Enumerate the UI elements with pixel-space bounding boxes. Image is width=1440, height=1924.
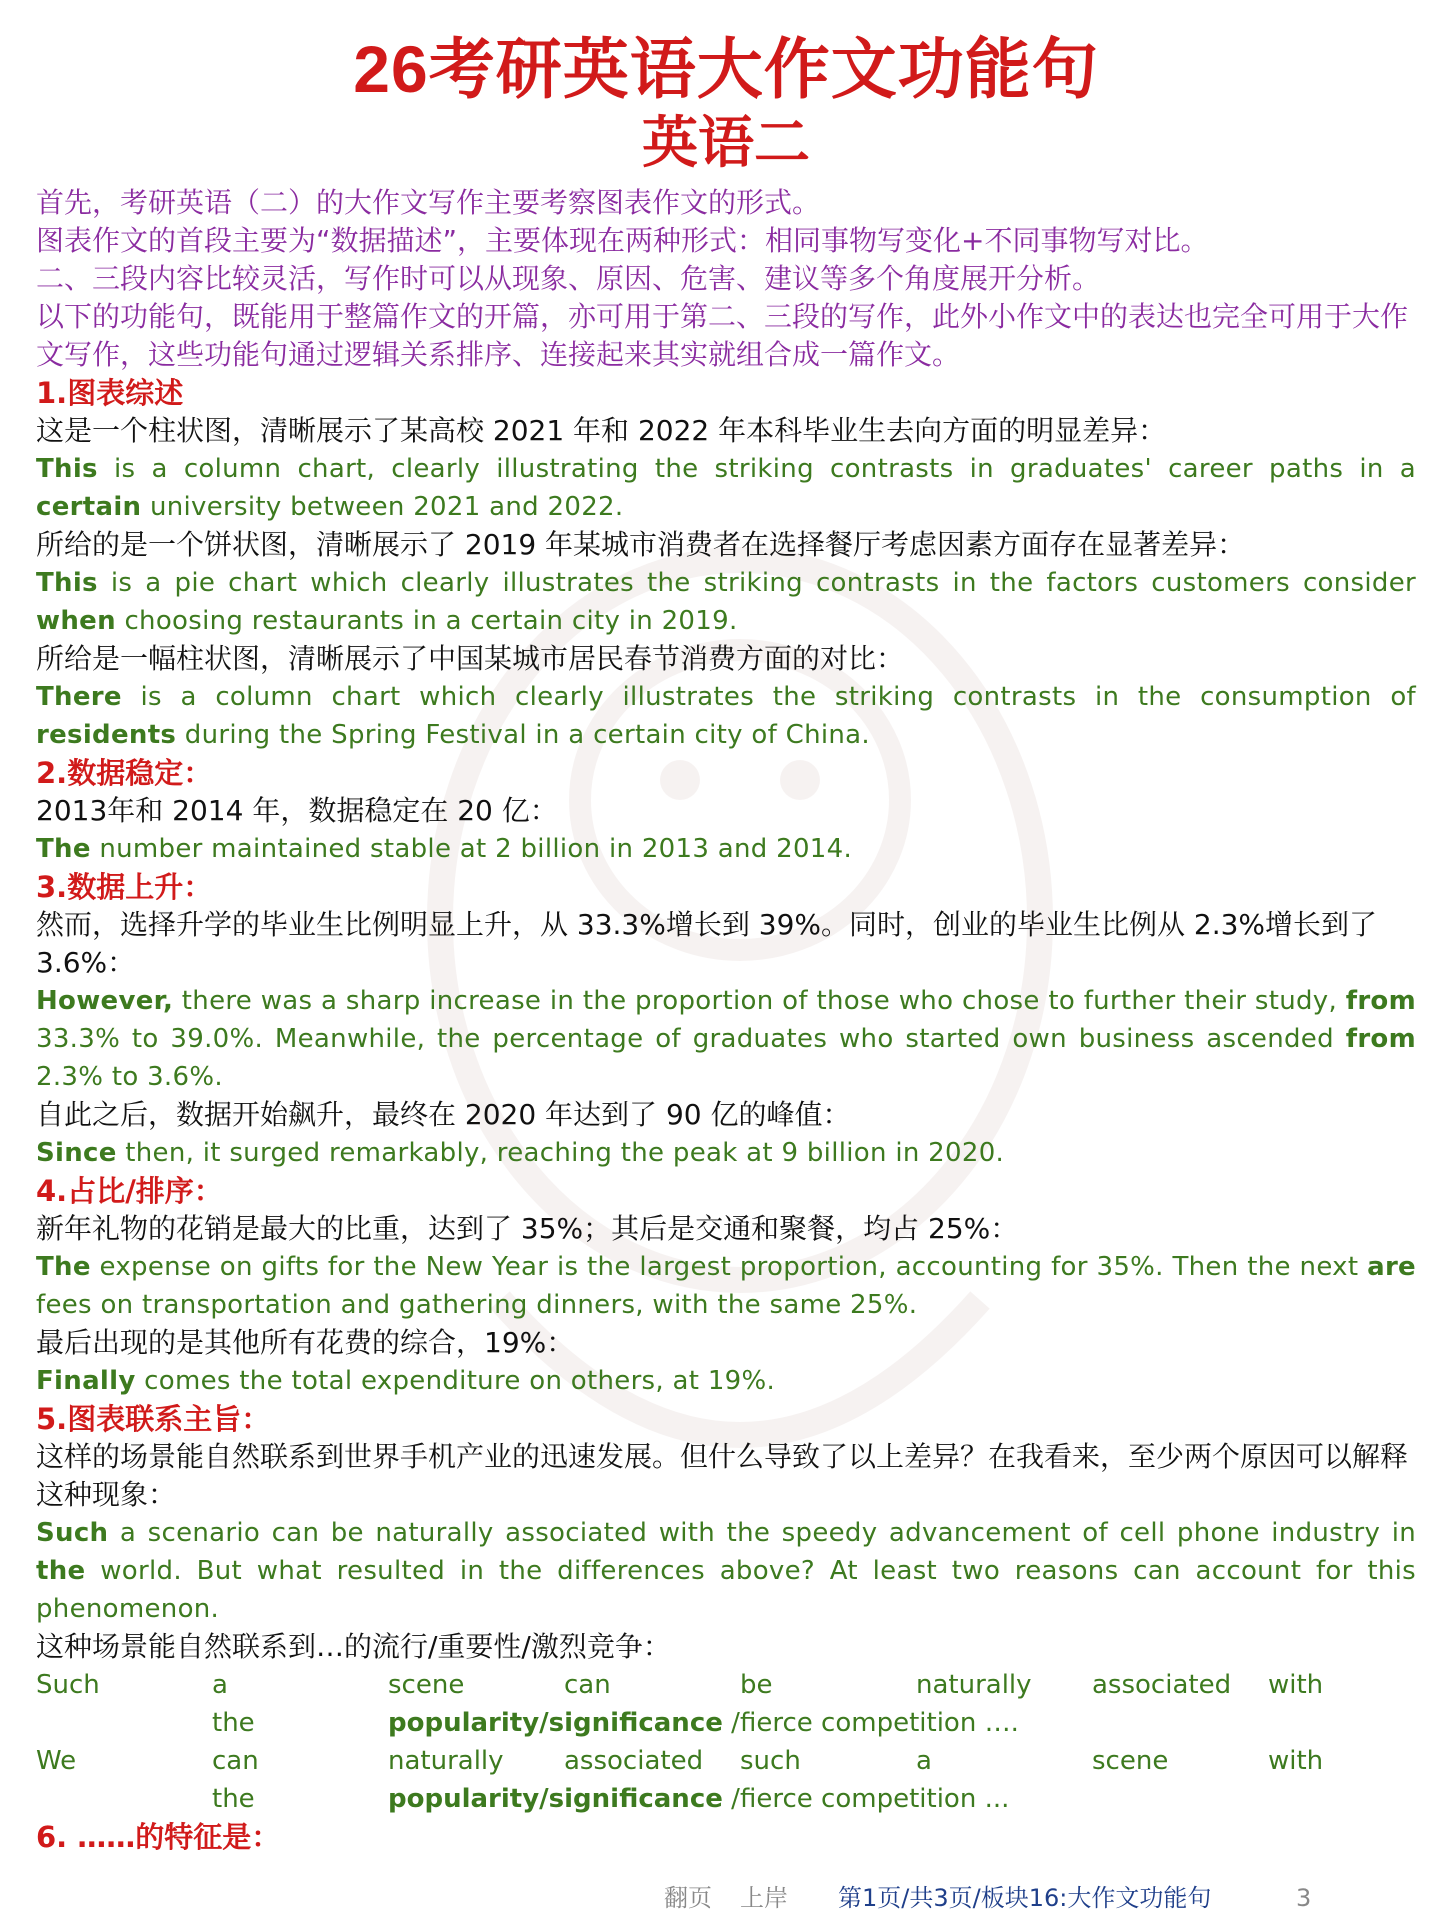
english-sentence bbox=[36, 1514, 1416, 1628]
template-key-phrase: popularity/significance bbox=[388, 1784, 723, 1814]
chinese-sentence: 最后出现的是其他所有花费的综合，19%： bbox=[36, 1326, 575, 1359]
chinese-sentence: 然而，选择升学的毕业生比例明显上升，从 33.3%增长到 39%。同时，创业的毕业生比例从 2.3%增长到了 3.6%： bbox=[36, 908, 1378, 979]
english-lead-word: This bbox=[36, 454, 98, 484]
english-lead-word: residents bbox=[36, 720, 177, 750]
page-footer bbox=[0, 1880, 1440, 1916]
intro-line: 二、三段内容比较灵活，写作时可以从现象、原因、危害、建议等多个角度展开分析。 bbox=[36, 262, 1101, 295]
english-text: 2.3% to 3.6%. bbox=[36, 1062, 223, 1092]
template-word: be bbox=[740, 1670, 773, 1700]
section-heading-proportion: 4.占比/排序： bbox=[36, 1174, 223, 1208]
english-lead-word: Since bbox=[36, 1138, 117, 1168]
template-word: can bbox=[212, 1746, 259, 1776]
english-lead-word: This bbox=[36, 568, 98, 598]
english-sentence bbox=[36, 1134, 1416, 1172]
english-text: a scenario can be naturally associated with the speedy advancement of cell phone industry in bbox=[108, 1518, 1416, 1548]
section-heading-features: 6. ……的特征是： bbox=[36, 1820, 281, 1854]
english-template-grid bbox=[36, 1666, 1416, 1818]
footer-nav bbox=[664, 1880, 816, 1916]
english-text: there was a sharp increase in the proportion of those who chose to further their study, bbox=[173, 986, 1346, 1016]
english-lead-word: when bbox=[36, 606, 116, 636]
english-text: is a pie chart which clearly illustrates the striking contrasts in the factors customers consider bbox=[97, 568, 1416, 598]
chinese-sentence: 新年礼物的花销是最大的比重，达到了 35%；其后是交通和聚餐，均占 25%： bbox=[36, 1212, 1019, 1245]
section-heading-chart-overview: 1.图表综述 bbox=[36, 376, 184, 410]
template-word: / bbox=[731, 1708, 740, 1738]
english-lead-word: The bbox=[36, 834, 91, 864]
english-lead-word: from bbox=[1345, 986, 1416, 1016]
english-lead-word: The bbox=[36, 1252, 91, 1282]
template-word: fierce competition …. bbox=[740, 1708, 1019, 1738]
english-text: 33.3% to 39.0%. Meanwhile, the percentage of graduates who started own business ascended bbox=[36, 1024, 1346, 1054]
english-lead-word: Finally bbox=[36, 1366, 136, 1396]
template-word: the bbox=[212, 1784, 255, 1814]
chinese-sentence: 这是一个柱状图，清晰展示了某高校 2021 年和 2022 年本科毕业生去向方面的明显差异： bbox=[36, 414, 1167, 447]
english-text: world. But what resulted in the differences above? At least two reasons can account for this phenomenon. bbox=[36, 1556, 1416, 1624]
section-heading-chart-theme: 5.图表联系主旨： bbox=[36, 1402, 271, 1436]
english-text: choosing restaurants in a certain city in 2019. bbox=[115, 606, 738, 636]
english-sentence bbox=[36, 450, 1416, 526]
page-number: 3 bbox=[1296, 1884, 1312, 1912]
english-lead-word: from bbox=[1345, 1024, 1416, 1054]
english-lead-word: are bbox=[1367, 1252, 1416, 1282]
chinese-sentence: 这种场景能自然联系到…的流行/重要性/激烈竞争： bbox=[36, 1630, 671, 1663]
page-indicator: 第1页/共3页/板块16:大作文功能句 bbox=[838, 1884, 1212, 1912]
english-sentence bbox=[36, 830, 1416, 868]
english-text: during the Spring Festival in a certain city of China. bbox=[176, 720, 870, 750]
template-word: scene bbox=[1092, 1746, 1169, 1776]
english-text: fees on transportation and gathering dinners, with the same 25%. bbox=[36, 1290, 918, 1320]
english-lead-word: Such bbox=[36, 1518, 109, 1548]
next-page-button[interactable]: 上岸 bbox=[740, 1884, 788, 1912]
template-word: We bbox=[36, 1746, 77, 1776]
english-text: then, it surged remarkably, reaching the peak at 9 billion in 2020. bbox=[116, 1138, 1005, 1168]
english-text: is a column chart which clearly illustrates the striking contrasts in the consumption of bbox=[121, 682, 1416, 712]
english-text: expense on gifts for the New Year is the largest proportion, accounting for 35%. Then the next bbox=[90, 1252, 1368, 1282]
template-word: fierce competition ... bbox=[740, 1784, 1010, 1814]
english-text: university between 2021 and 2022. bbox=[141, 492, 624, 522]
section-heading-data-stable: 2.数据稳定： bbox=[36, 756, 213, 790]
template-word: with bbox=[1268, 1670, 1324, 1700]
intro-line: 图表作文的首段主要为“数据描述”，主要体现在两种形式：相同事物写变化+不同事物写对比。 bbox=[36, 224, 1209, 257]
template-word: associated bbox=[564, 1746, 704, 1776]
intro-block bbox=[36, 184, 1416, 374]
chinese-sentence: 自此之后，数据开始飙升，最终在 2020 年达到了 90 亿的峰值： bbox=[36, 1098, 851, 1131]
template-key-phrase: popularity/significance bbox=[388, 1708, 723, 1738]
english-sentence bbox=[36, 1248, 1416, 1324]
english-sentence bbox=[36, 564, 1416, 640]
english-lead-word: There bbox=[36, 682, 122, 712]
template-word: Such bbox=[36, 1670, 100, 1700]
template-word: a bbox=[212, 1670, 228, 1700]
english-lead-word: certain bbox=[36, 492, 142, 522]
template-word: naturally bbox=[388, 1746, 504, 1776]
english-sentence bbox=[36, 678, 1416, 754]
english-lead-word: However, bbox=[36, 986, 174, 1016]
english-lead-word: the bbox=[36, 1556, 86, 1586]
section-heading-data-rising: 3.数据上升： bbox=[36, 870, 213, 904]
page-title: 26考研英语大作文功能句 bbox=[353, 32, 1099, 106]
english-text: comes the total expenditure on others, at 19%. bbox=[135, 1366, 776, 1396]
chinese-sentence: 所给是一幅柱状图，清晰展示了中国某城市居民春节消费方面的对比： bbox=[36, 642, 905, 675]
intro-line: 首先，考研英语（二）的大作文写作主要考察图表作文的形式。 bbox=[36, 186, 821, 219]
english-text: is a column chart, clearly illustrating the striking contrasts in graduates' career paths in a bbox=[97, 454, 1416, 484]
english-text: number maintained stable at 2 billion in 2013 and 2014. bbox=[90, 834, 853, 864]
template-word: naturally bbox=[916, 1670, 1032, 1700]
template-word: can bbox=[564, 1670, 611, 1700]
english-sentence bbox=[36, 982, 1416, 1096]
template-word: associated bbox=[1092, 1670, 1232, 1700]
document-page bbox=[36, 30, 1416, 1856]
template-word: with bbox=[1268, 1746, 1324, 1776]
template-word: a bbox=[916, 1746, 932, 1776]
template-word: such bbox=[740, 1746, 801, 1776]
chinese-sentence: 2013年和 2014 年，数据稳定在 20 亿： bbox=[36, 794, 558, 827]
prev-page-button[interactable]: 翻页 bbox=[664, 1884, 712, 1912]
page-subtitle: 英语二 bbox=[642, 111, 810, 174]
intro-line: 以下的功能句，既能用于整篇作文的开篇，亦可用于第二、三段的写作，此外小作文中的表达也完全可用于大作文写作，这些功能句通过逻辑关系排序、连接起来其实就组合成一篇作文。 bbox=[36, 300, 1409, 371]
template-word: scene bbox=[388, 1670, 465, 1700]
chinese-sentence: 这样的场景能自然联系到世界手机产业的迅速发展。但什么导致了以上差异？在我看来，至少两个原因可以解释这种现象： bbox=[36, 1440, 1409, 1511]
template-word: / bbox=[731, 1784, 740, 1814]
chinese-sentence: 所给的是一个饼状图，清晰展示了 2019 年某城市消费者在选择餐厅考虑因素方面存在显著差异： bbox=[36, 528, 1246, 561]
template-word: the bbox=[212, 1708, 255, 1738]
english-sentence bbox=[36, 1362, 1416, 1400]
